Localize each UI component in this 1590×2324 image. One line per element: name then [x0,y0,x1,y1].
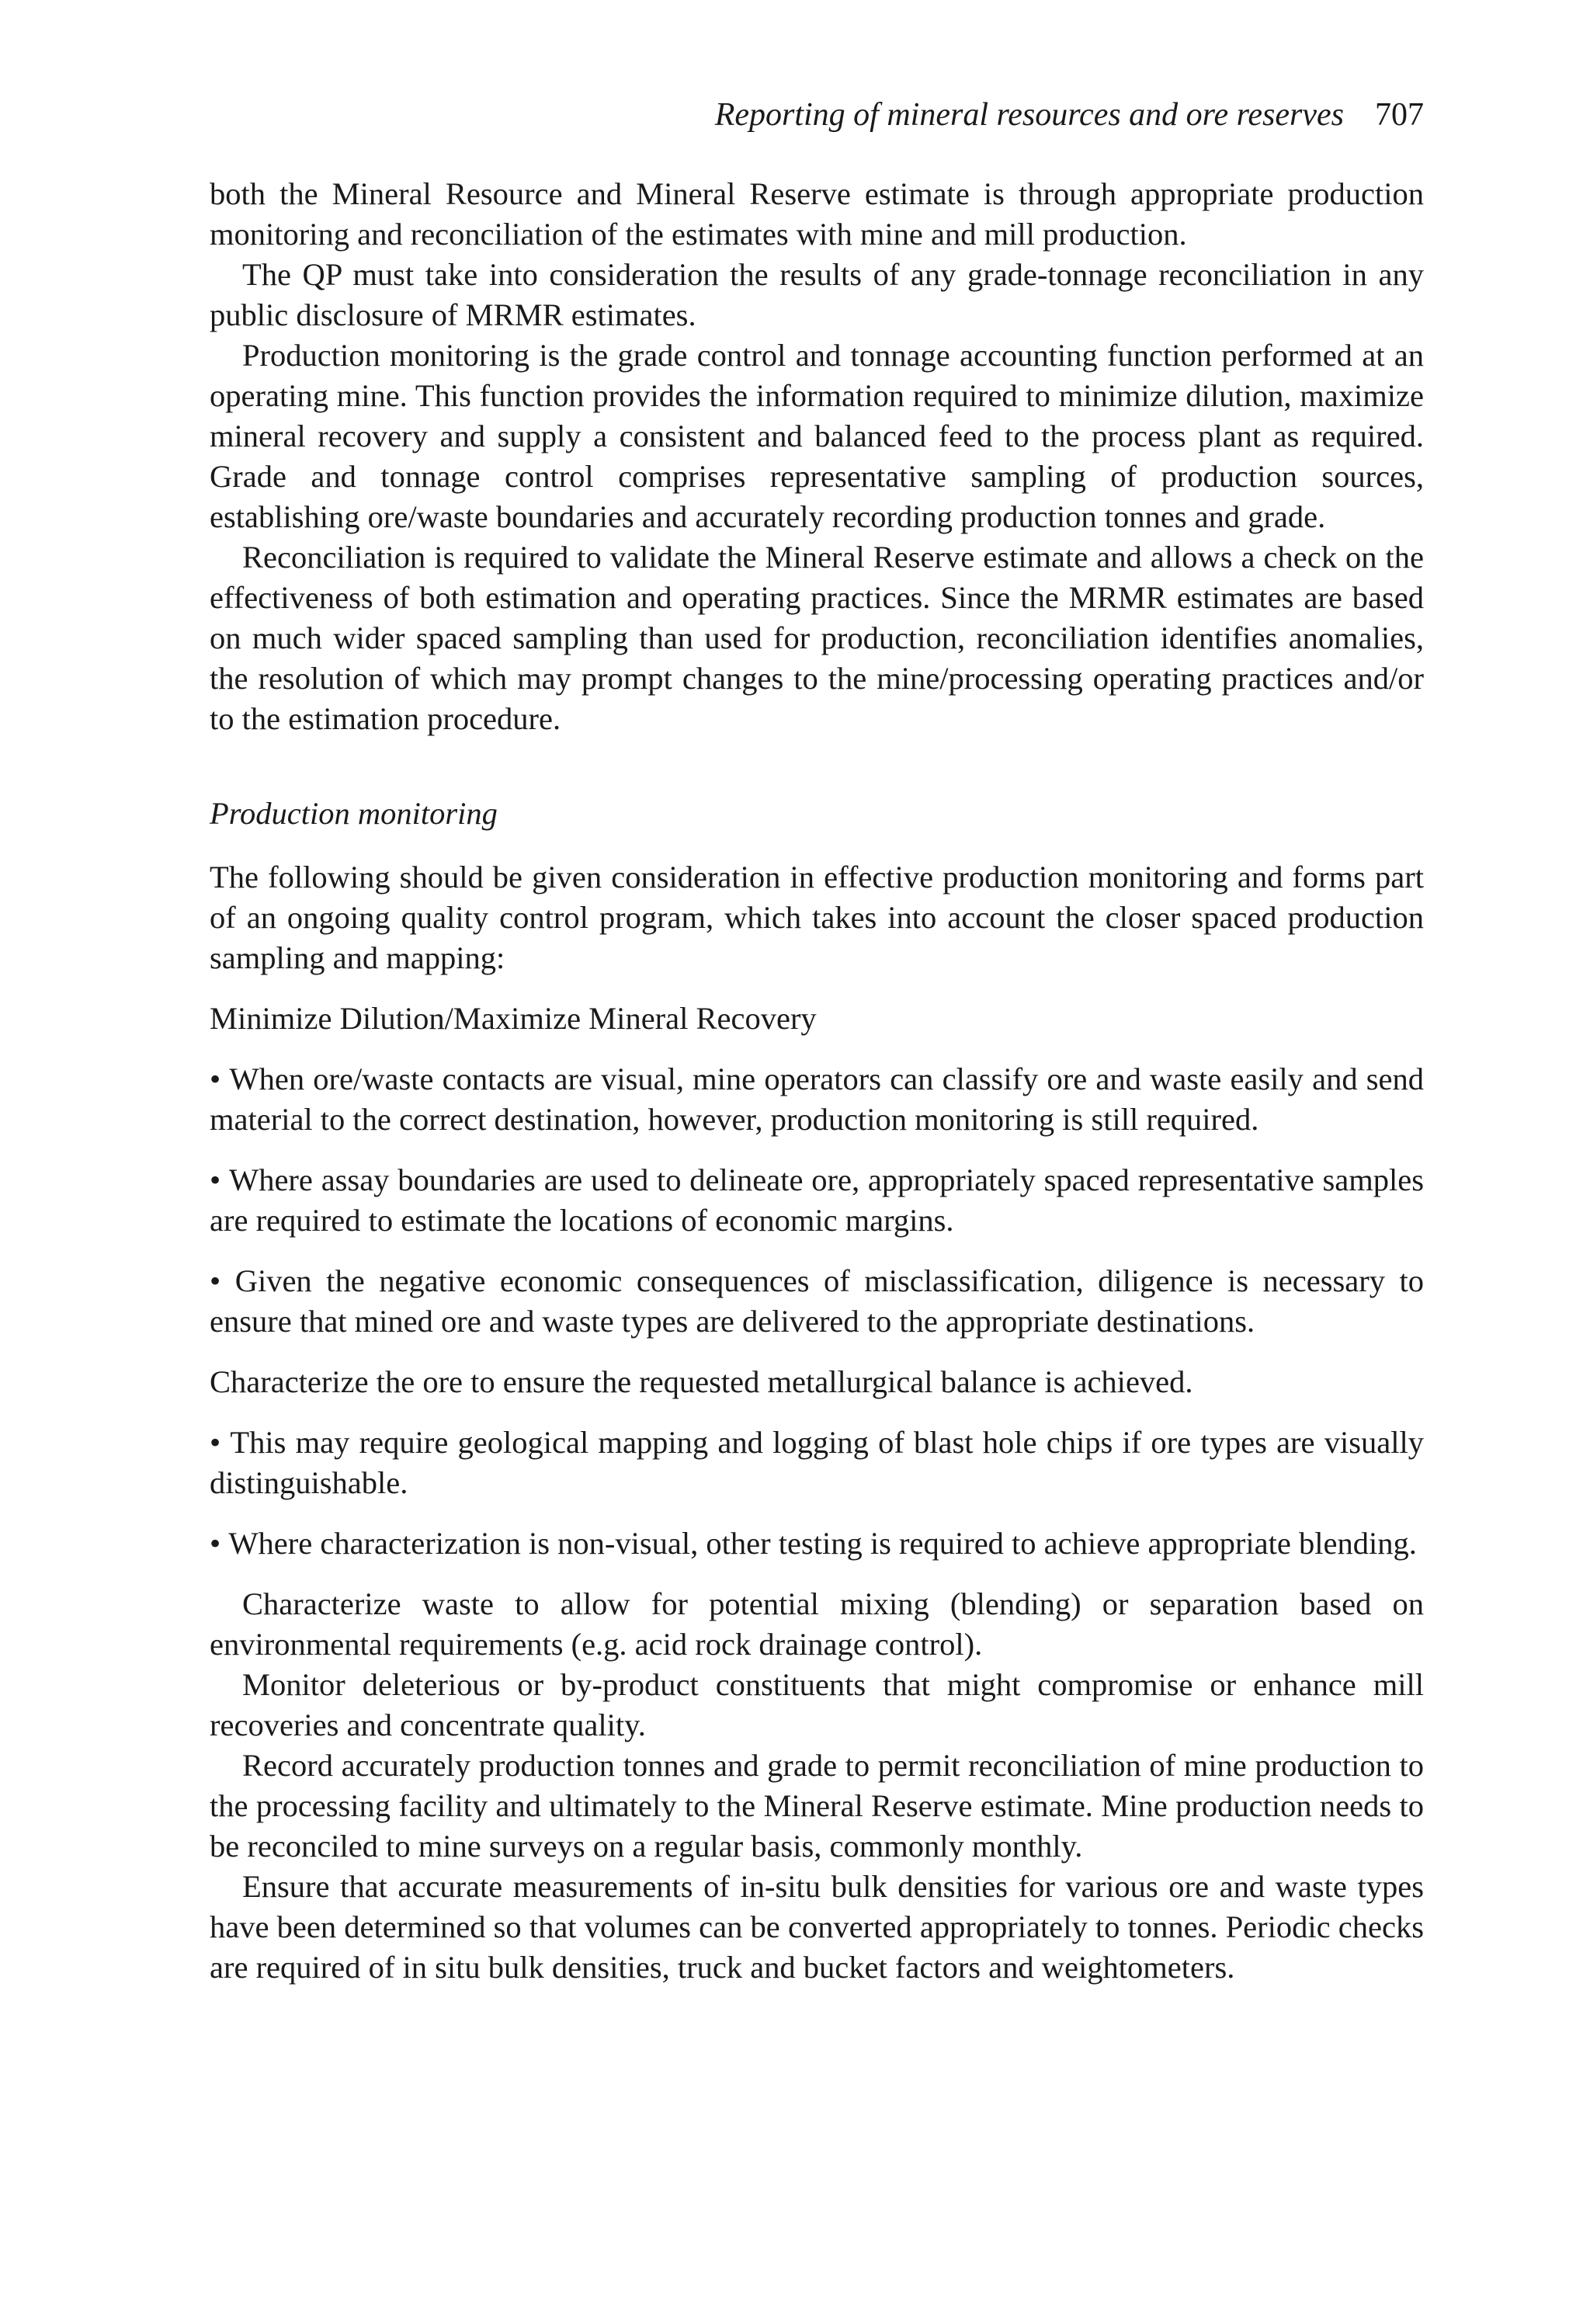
paragraph-monitor-deleterious: Monitor deleterious or by-product constituents that might compromise or enhance mill recoveries and concentrate quality. [210,1667,1424,1742]
paragraph-minimize-dilution: Minimize Dilution/Maximize Mineral Recovery [210,1001,817,1036]
bullet-geological-mapping: • This may require geological mapping and logging of blast hole chips if ore types are visually distinguishable. [210,1423,1424,1503]
paragraph-following: The following should be given consideration in effective production monitoring and forms part of an ongoing quality control program, which takes into account the closer spaced production sampling and mapping: [210,860,1424,975]
page-number: 707 [1375,97,1424,133]
paragraph-record-tonnes: Record accurately production tonnes and grade to permit reconciliation of mine production to the processing facility and ultimately to the Mineral Reserve estimate. Mine production needs to be reconciled to mine surveys on a regular basis, commonly monthly. [210,1748,1424,1864]
bullet-assay-boundaries: • Where assay boundaries are used to delineate ore, appropriately spaced representative samples are required to estimate the locations of economic margins. [210,1160,1424,1241]
paragraph-qp-consideration: The QP must take into consideration the results of any grade-tonnage reconciliation in any public disclosure of MRMR estimates. [210,257,1424,332]
paragraph-bulk-densities: Ensure that accurate measurements of in-situ bulk densities for various ore and waste types have been determined so that volumes can be converted appropriately to tonnes. Periodic checks are required of in situ bulk densities, truck and bucket factors and weightometers. [210,1869,1424,1985]
bullet-visual-contacts: • When ore/waste contacts are visual, mine operators can classify ore and waste easily and send material to the correct destination, however, production monitoring is still required. [210,1059,1424,1140]
running-head [715,92,1424,138]
paragraph-characterize-ore: Characterize the ore to ensure the requested metallurgical balance is achieved. [210,1364,1193,1399]
paragraph-characterize-waste: Characterize waste to allow for potential mixing (blending) or separation based on environmental requirements (e.g. acid rock drainage control). [210,1586,1424,1662]
body-text [210,174,1424,1988]
section-heading: Production monitoring [210,796,498,831]
paragraph-reconciliation: Reconciliation is required to validate the Mineral Reserve estimate and allows a check on the effectiveness of both estimation and operating practices. Since the MRMR estimates are based on much wider spaced sampling than used for production, reconciliation identifies anomalies, the resolution of which may prompt changes to the mine/processing operating practices and/or to the estimation procedure. [210,540,1424,736]
bullet-misclassification: • Given the negative economic consequences of misclassification, diligence is necessary to ensure that mined ore and waste types are delivered to the appropriate destinations. [210,1261,1424,1342]
paragraph-production-monitoring: Production monitoring is the grade control and tonnage accounting function performed at an operating mine. This function provides the information required to minimize dilution, maximize mineral recovery and supply a consistent and balanced feed to the process plant as required. Grade and tonnage control comprises representative sampling of production sources, establishing ore/waste boundaries and accurately recording production tonnes and grade. [210,338,1424,534]
paragraph-continuation: both the Mineral Resource and Mineral Reserve estimate is through appropriate production monitoring and reconciliation of the estimates with mine and mill production. [210,176,1424,252]
bullet-non-visual: • Where characterization is non-visual, other testing is required to achieve appropriate blending. [210,1523,1424,1564]
running-head-title: Reporting of mineral resources and ore reserves [714,97,1344,133]
